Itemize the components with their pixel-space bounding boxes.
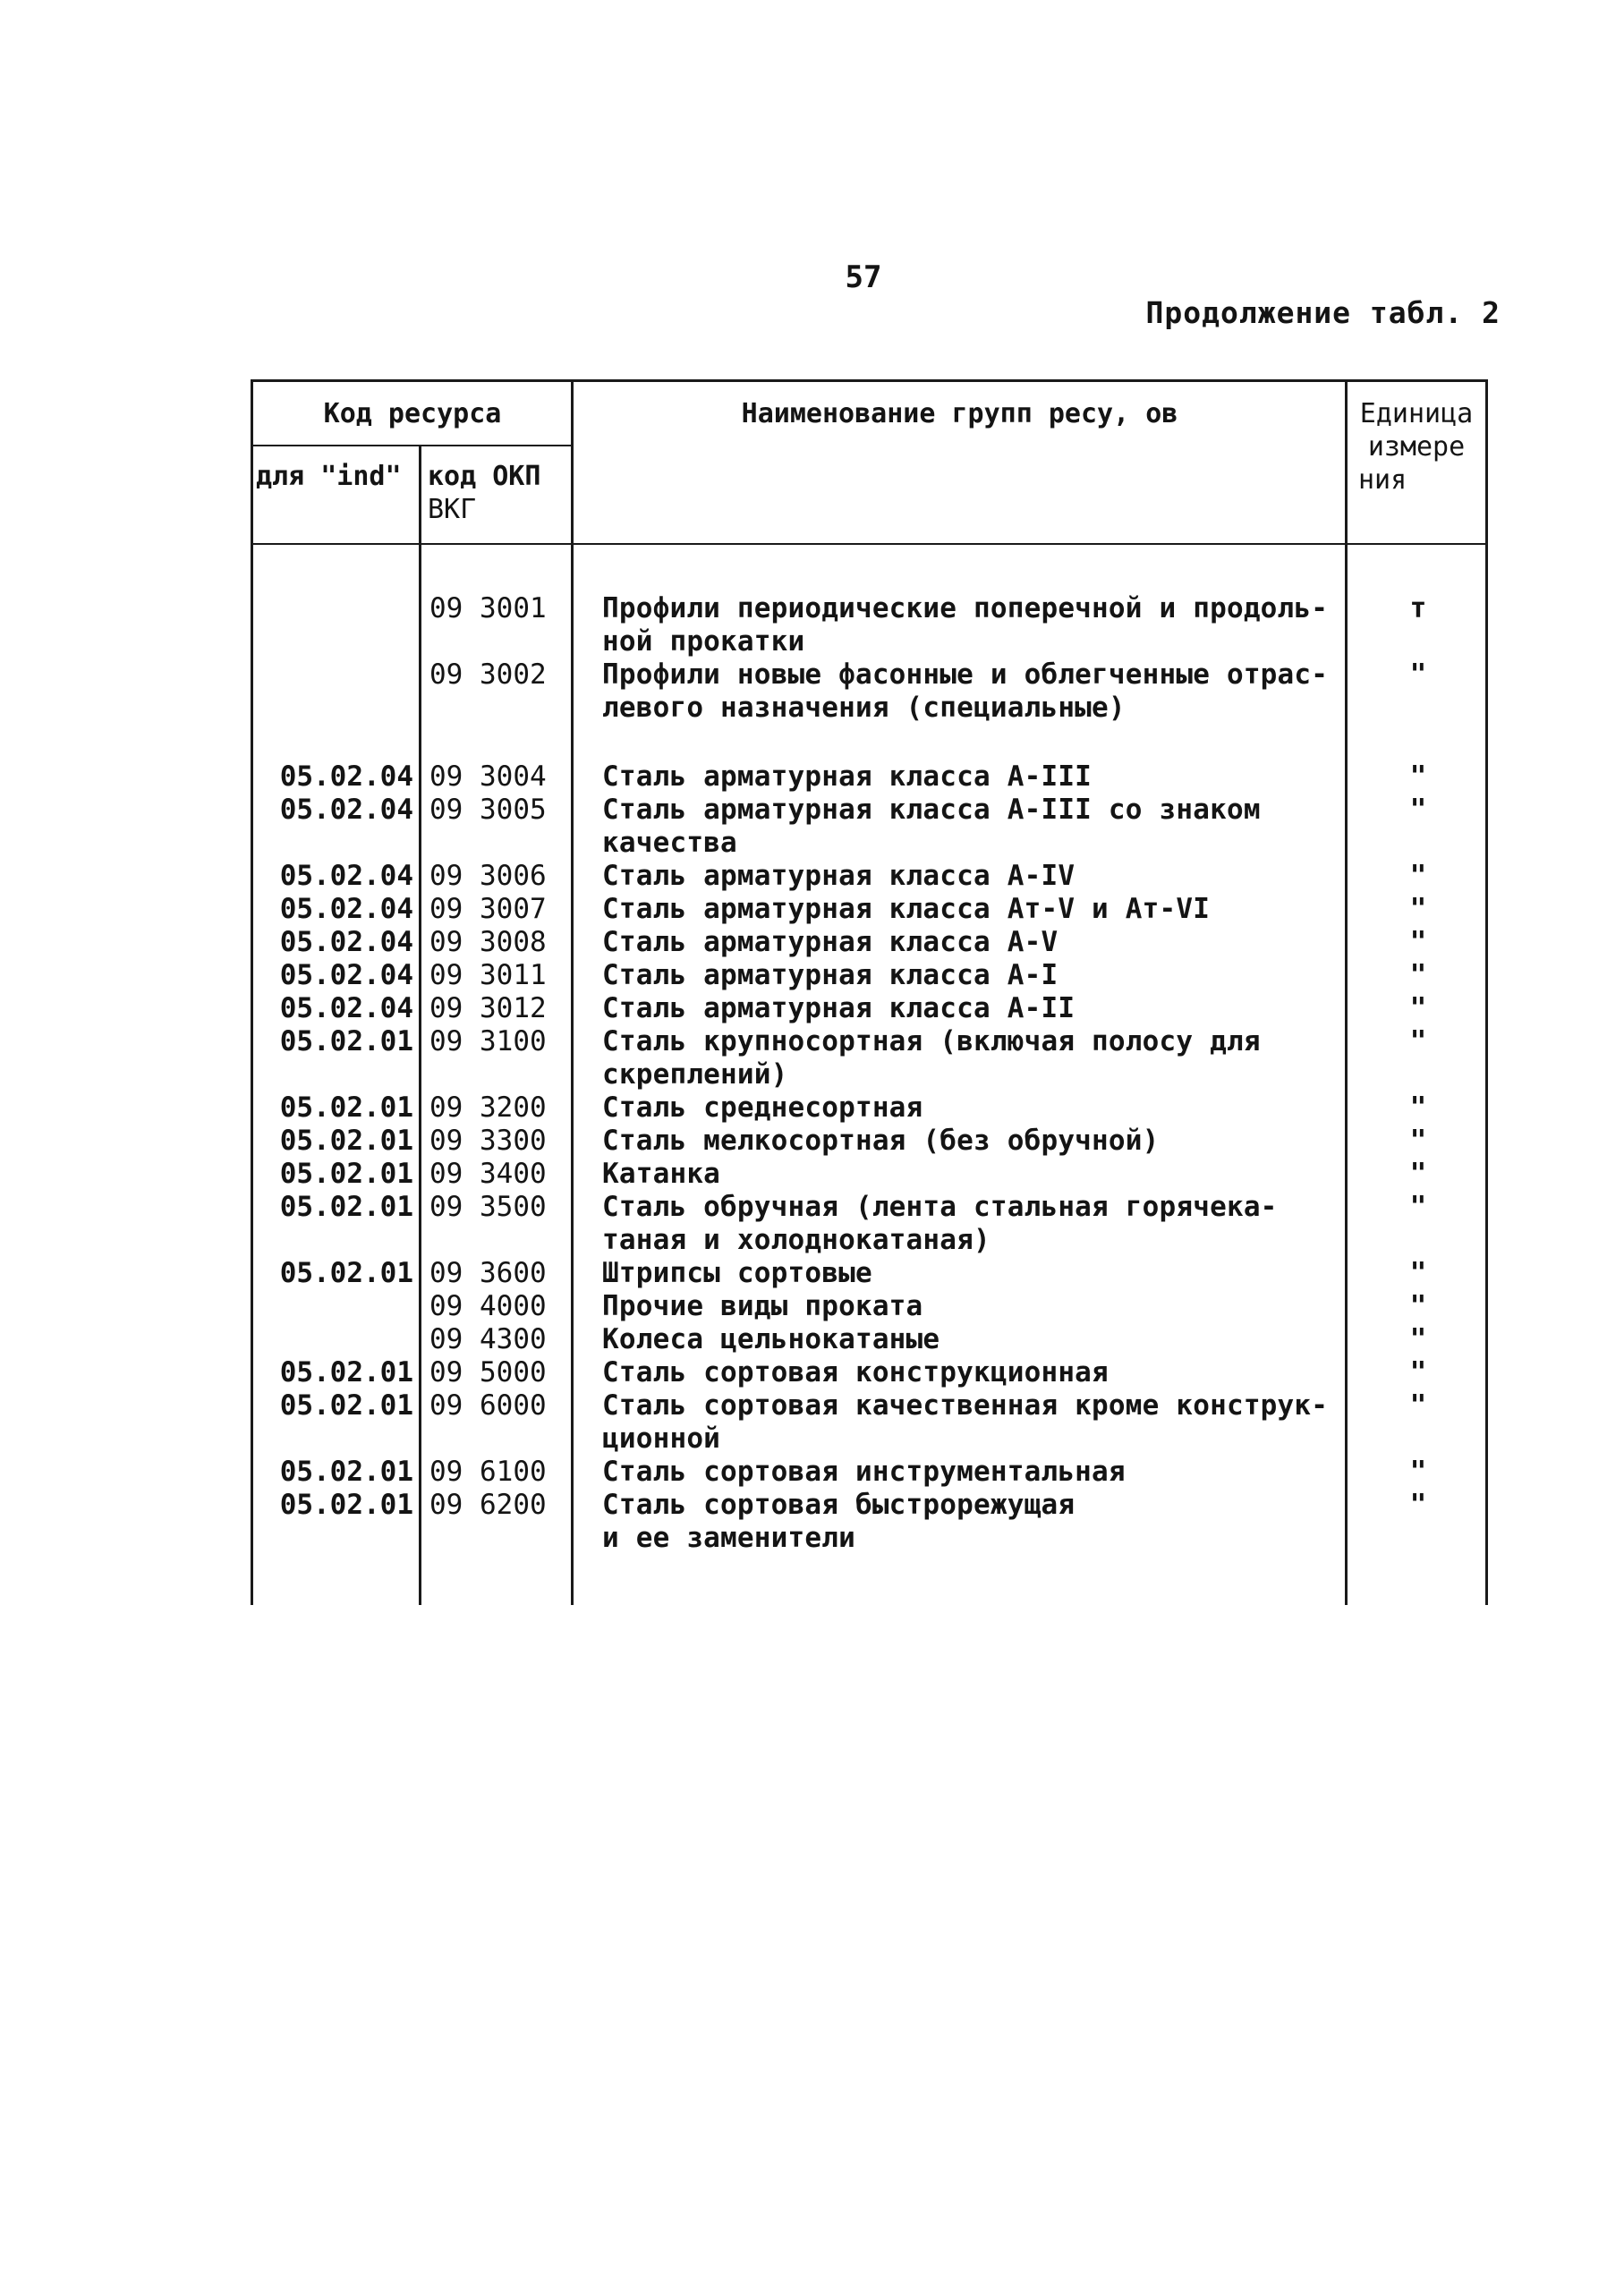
- cell-okp-code: 09 3400: [429, 1158, 547, 1190]
- header-unit-line2: измере: [1367, 431, 1466, 463]
- cell-unit: ": [1409, 1456, 1427, 1488]
- cell-group-name: [602, 1091, 1345, 1125]
- page-number: 57: [845, 259, 882, 295]
- cell-group-name-line: Сталь среднесортная: [602, 1091, 923, 1124]
- table-top-border: [252, 379, 1487, 382]
- cell-okp-code: 09 3008: [429, 926, 547, 958]
- cell-group-name-line: Сталь обручная (лента стальная горячека-: [602, 1191, 1278, 1223]
- cell-group-name-line: Сталь арматурная класса А-III: [602, 760, 1093, 793]
- cell-unit: ": [1409, 1489, 1427, 1521]
- cell-group-name-line: Сталь сортовая инструментальная: [602, 1456, 1126, 1488]
- header-unit-line1: Единица: [1359, 398, 1474, 429]
- cell-group-name-line: ной прокатки: [602, 625, 805, 658]
- cell-unit: ": [1409, 1290, 1427, 1322]
- cell-group-name-line: Сталь арматурная класса А-V: [602, 926, 1059, 958]
- cell-group-name: [602, 959, 1345, 992]
- cell-group-name-line: Сталь арматурная класса А-II: [602, 992, 1076, 1024]
- cell-ind-code: 05.02.04: [279, 893, 413, 925]
- cell-group-name-line: Сталь крупносортная (включая полосу для: [602, 1025, 1261, 1057]
- header-subdivider: [252, 445, 573, 446]
- cell-unit: ": [1409, 1191, 1427, 1223]
- cell-unit: ": [1409, 992, 1427, 1024]
- header-okp-code-line2: ВКГ: [428, 494, 477, 525]
- cell-ind-code: 05.02.01: [279, 1489, 413, 1521]
- cell-ind-code: 05.02.04: [279, 926, 413, 958]
- cell-group-name: [602, 592, 1345, 658]
- cell-group-name: [602, 1290, 1345, 1323]
- cell-unit: ": [1409, 1389, 1427, 1422]
- cell-group-name: [602, 794, 1345, 860]
- cell-okp-code: 09 3006: [429, 860, 547, 892]
- cell-group-name: [602, 1191, 1345, 1257]
- cell-okp-code: 09 4300: [429, 1323, 547, 1355]
- cell-ind-code: 05.02.01: [279, 1456, 413, 1488]
- cell-okp-code: 09 3500: [429, 1191, 547, 1223]
- cell-okp-code: 09 6200: [429, 1489, 547, 1521]
- cell-group-name-line: ционной: [602, 1423, 721, 1455]
- cell-unit: ": [1409, 1158, 1427, 1190]
- table-right-border: [1485, 379, 1488, 1605]
- cell-group-name: [602, 893, 1345, 926]
- header-okp-code-line1: код ОКП: [428, 461, 541, 492]
- cell-group-name-line: Катанка: [602, 1158, 721, 1190]
- cell-unit: ": [1409, 1356, 1427, 1389]
- cell-group-name-line: Профили новые фасонные и облегченные отрас-: [602, 658, 1329, 691]
- cell-group-name: [602, 1323, 1345, 1356]
- cell-unit: ": [1409, 1257, 1427, 1289]
- cell-group-name-line: таная и холоднокатаная): [602, 1224, 991, 1256]
- cell-ind-code: 05.02.01: [279, 1389, 413, 1422]
- cell-okp-code: 09 3007: [429, 893, 547, 925]
- cell-group-name-line: Сталь арматурная класса Ат-V и Ат-VI: [602, 893, 1211, 925]
- column-divider-name-unit: [1345, 379, 1348, 1605]
- cell-ind-code: 05.02.01: [279, 1257, 413, 1289]
- cell-unit: ": [1409, 1091, 1427, 1124]
- cell-ind-code: 05.02.01: [279, 1191, 413, 1223]
- cell-unit: ": [1409, 794, 1427, 826]
- cell-group-name-line: Прочие виды проката: [602, 1290, 923, 1322]
- cell-unit: ": [1409, 760, 1427, 793]
- header-unit-line3: ния: [1358, 464, 1407, 496]
- cell-unit: ": [1409, 860, 1427, 892]
- cell-group-name-line: левого назначения (специальные): [602, 692, 1126, 724]
- cell-group-name: [602, 760, 1345, 794]
- cell-group-name-line: Сталь сортовая быстрорежущая: [602, 1489, 1076, 1521]
- cell-okp-code: 09 3005: [429, 794, 547, 826]
- cell-group-name: [602, 860, 1345, 893]
- cell-group-name: [602, 1389, 1345, 1456]
- cell-unit: ": [1409, 959, 1427, 991]
- cell-group-name-line: Сталь арматурная класса А-III со знаком: [602, 794, 1261, 826]
- cell-okp-code: 09 3004: [429, 760, 547, 793]
- cell-group-name-line: качества: [602, 827, 737, 859]
- cell-group-name: [602, 1489, 1345, 1555]
- cell-group-name-line: Профили периодические поперечной и продоль-: [602, 592, 1329, 624]
- cell-group-name-line: Штрипсы сортовые: [602, 1257, 872, 1289]
- cell-ind-code: 05.02.04: [279, 860, 413, 892]
- cell-unit: ": [1409, 926, 1427, 958]
- cell-okp-code: 09 4000: [429, 1290, 547, 1322]
- cell-group-name-line: Сталь арматурная класса А-I: [602, 959, 1059, 991]
- cell-group-name-line: Сталь сортовая конструкционная: [602, 1356, 1109, 1389]
- cell-unit: ": [1409, 1125, 1427, 1157]
- cell-group-name: [602, 992, 1345, 1025]
- cell-ind-code: 05.02.04: [279, 760, 413, 793]
- cell-group-name: [602, 926, 1345, 959]
- cell-group-name-line: скреплений): [602, 1058, 788, 1091]
- cell-unit: ": [1409, 1025, 1427, 1057]
- cell-group-name: [602, 1456, 1345, 1489]
- cell-unit: т: [1409, 592, 1427, 624]
- cell-group-name-line: Колеса цельнокатаные: [602, 1323, 940, 1355]
- cell-group-name: [602, 1356, 1345, 1389]
- cell-okp-code: 09 5000: [429, 1356, 547, 1389]
- cell-ind-code: 05.02.04: [279, 794, 413, 826]
- cell-group-name-line: и ее заменители: [602, 1522, 855, 1554]
- cell-okp-code: 09 3012: [429, 992, 547, 1024]
- cell-okp-code: 09 3002: [429, 658, 547, 691]
- cell-ind-code: 05.02.04: [279, 992, 413, 1024]
- table-continuation-label: Продолжение табл. 2: [1145, 295, 1501, 330]
- cell-ind-code: 05.02.01: [279, 1158, 413, 1190]
- cell-group-name-line: Сталь мелкосортная (без обручной): [602, 1125, 1160, 1157]
- cell-ind-code: 05.02.01: [279, 1025, 413, 1057]
- cell-unit: ": [1409, 893, 1427, 925]
- cell-group-name-line: Сталь арматурная класса А-IV: [602, 860, 1076, 892]
- cell-okp-code: 09 3001: [429, 592, 547, 624]
- table-left-border: [251, 379, 253, 1605]
- cell-okp-code: 09 3011: [429, 959, 547, 991]
- cell-group-name: [602, 1257, 1345, 1290]
- cell-ind-code: 05.02.01: [279, 1125, 413, 1157]
- cell-ind-code: 05.02.01: [279, 1091, 413, 1124]
- header-bottom-border: [252, 543, 1487, 545]
- cell-group-name-line: Сталь сортовая качественная кроме конструк-: [602, 1389, 1329, 1422]
- header-resource-code: Код ресурса: [323, 398, 502, 429]
- cell-group-name: [602, 1158, 1345, 1191]
- cell-group-name: [602, 1125, 1345, 1158]
- cell-ind-code: 05.02.04: [279, 959, 413, 991]
- column-divider-ind-okp: [419, 445, 421, 1605]
- column-divider-okp-name: [571, 379, 574, 1605]
- cell-okp-code: 09 3600: [429, 1257, 547, 1289]
- cell-okp-code: 09 3200: [429, 1091, 547, 1124]
- cell-group-name: [602, 658, 1345, 725]
- cell-unit: ": [1409, 658, 1427, 691]
- cell-okp-code: 09 3100: [429, 1025, 547, 1057]
- cell-group-name: [602, 1025, 1345, 1091]
- cell-okp-code: 09 6000: [429, 1389, 547, 1422]
- cell-okp-code: 09 6100: [429, 1456, 547, 1488]
- cell-okp-code: 09 3300: [429, 1125, 547, 1157]
- cell-unit: ": [1409, 1323, 1427, 1355]
- header-for-ind: для "ind": [256, 461, 402, 492]
- header-group-name: Наименование групп ресу, ов: [741, 398, 1178, 429]
- cell-ind-code: 05.02.01: [279, 1356, 413, 1389]
